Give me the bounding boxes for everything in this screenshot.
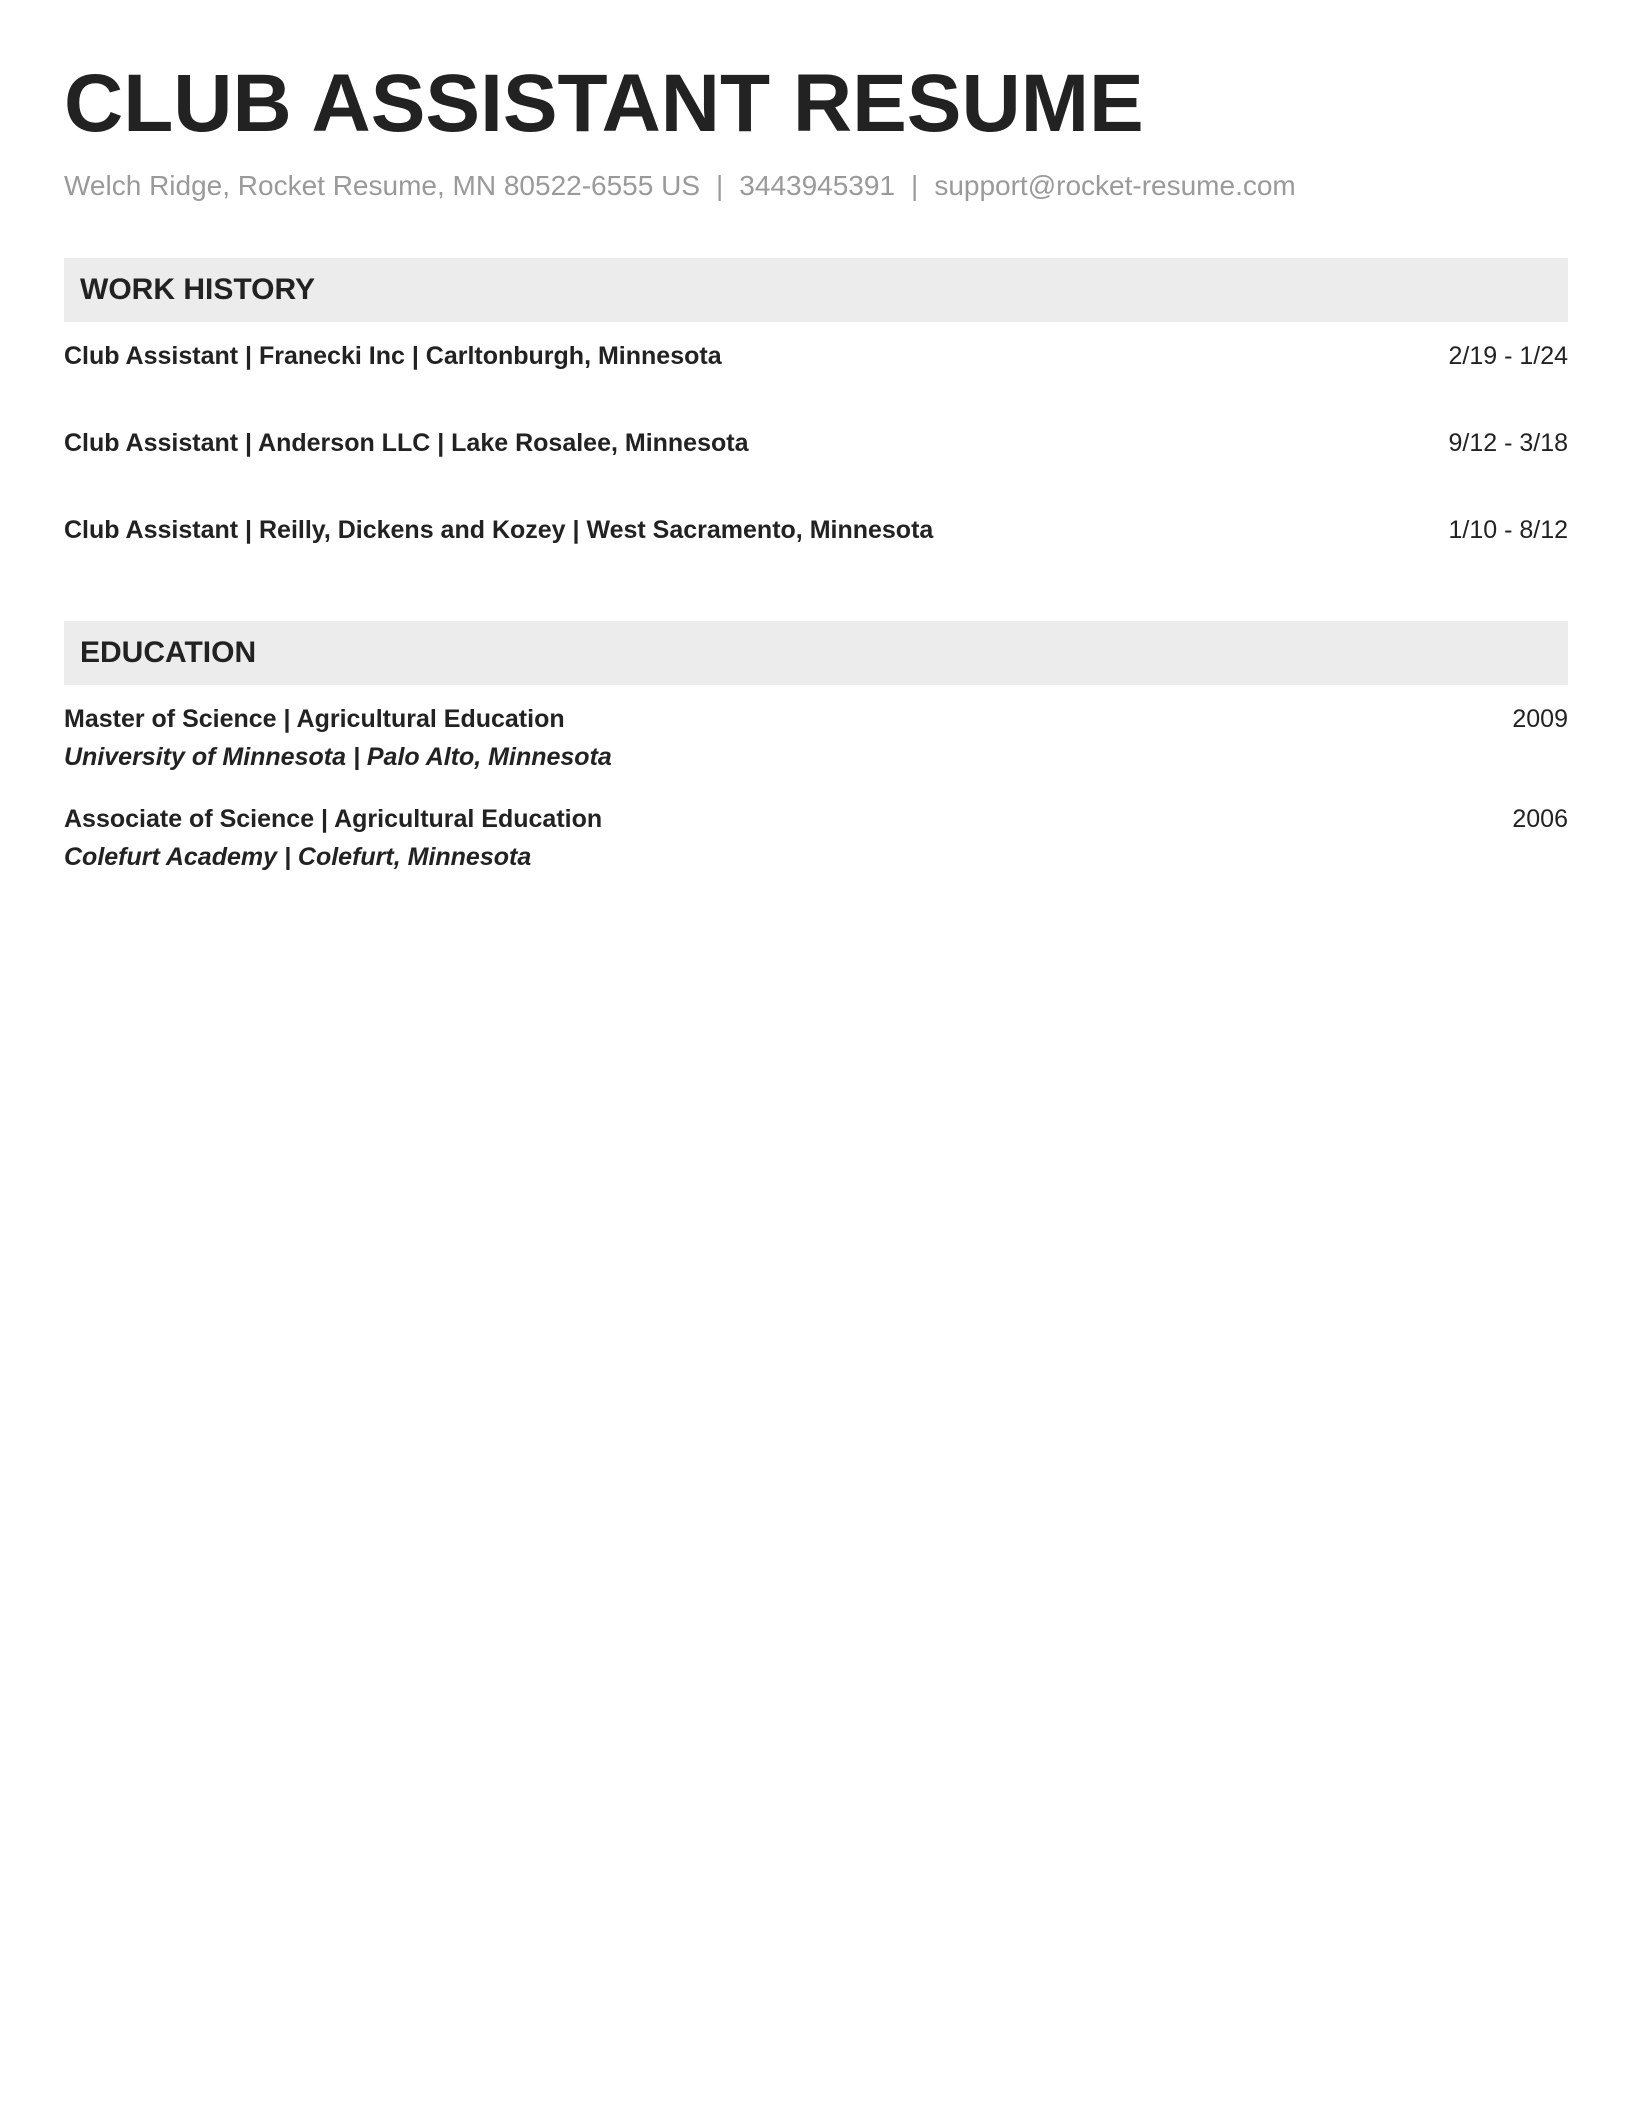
section-heading-work-history: WORK HISTORY <box>64 258 1568 322</box>
degree-line: Associate of Science | Agricultural Education <box>64 805 603 833</box>
work-history-list <box>64 340 1568 581</box>
graduation-year: 2009 <box>1512 705 1568 733</box>
job-title-line: Club Assistant | Reilly, Dickens and Kozey | West Sacramento, Minnesota <box>64 516 934 544</box>
graduation-year: 2006 <box>1512 805 1568 833</box>
work-entry <box>64 514 1568 581</box>
work-entry <box>64 340 1568 407</box>
education-entry <box>64 803 1568 873</box>
job-dates: 9/12 - 3/18 <box>1448 429 1568 457</box>
work-entry <box>64 427 1568 494</box>
education-list <box>64 703 1568 873</box>
degree-line: Master of Science | Agricultural Education <box>64 705 565 733</box>
job-dates: 1/10 - 8/12 <box>1448 516 1568 544</box>
resume-title: CLUB ASSISTANT RESUME <box>64 58 1144 149</box>
contact-separator: | <box>716 170 724 201</box>
school-line: University of Minnesota | Palo Alto, Minnesota <box>64 743 612 771</box>
education-entry <box>64 703 1568 773</box>
job-title-line: Club Assistant | Franecki Inc | Carltonburgh, Minnesota <box>64 342 722 370</box>
contact-email: support@rocket-resume.com <box>934 170 1296 201</box>
contact-separator: | <box>911 170 919 201</box>
contact-phone: 3443945391 <box>739 170 896 201</box>
school-line: Colefurt Academy | Colefurt, Minnesota <box>64 843 532 871</box>
job-dates: 2/19 - 1/24 <box>1448 342 1568 370</box>
contact-address: Welch Ridge, Rocket Resume, MN 80522-6555 US <box>64 170 701 201</box>
section-heading-education: EDUCATION <box>64 621 1568 685</box>
contact-line <box>64 168 1568 204</box>
job-title-line: Club Assistant | Anderson LLC | Lake Rosalee, Minnesota <box>64 429 749 457</box>
